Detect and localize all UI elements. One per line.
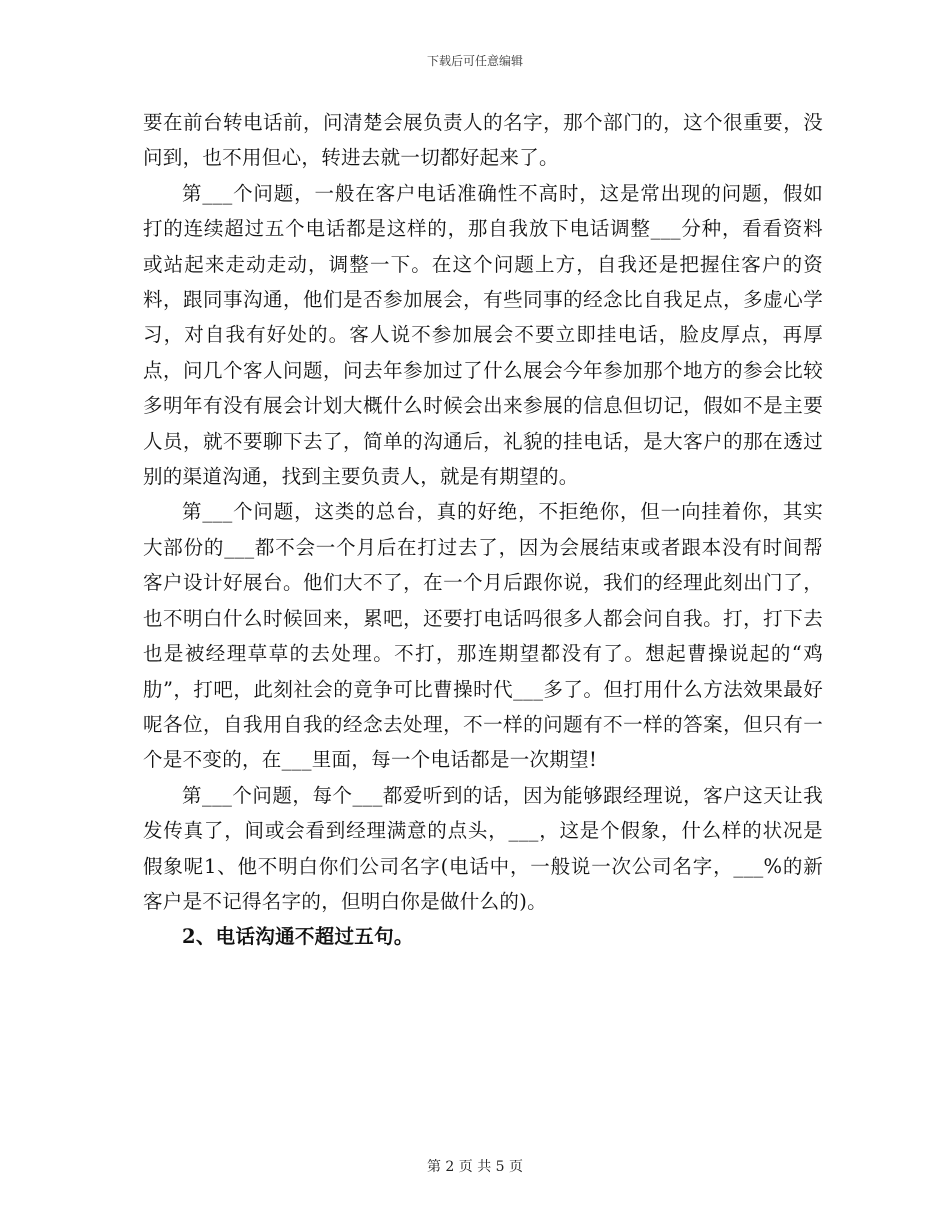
section-heading: 2、电话沟通不超过五句。 [182,925,414,949]
page-footer: 第 2 页 共 5 页 [426,1159,524,1175]
page-header: 下载后可任意编辑 [426,54,523,68]
paragraph-1: 要在前台转电话前，问清楚会展负责人的名字，那个部门的，这个很重要，没问到，也不用但心，转进去就一切都好起来了。 [143,111,823,170]
paragraph-4: 第___个问题，每个___都爱听到的话，因为能够跟经理说，客户这天让我发传真了，间或会看到经理满意的点头，___，这是个假象，什么样的状况是假象呢1、他不明白你们公司名字(电话中，一般说一次公司名字，___%的新客户是不记得名字的，但明白你是做什么的)。 [143,783,823,913]
paragraph-3: 第___个问题，这类的总台，真的好绝，不拒绝你，但一向挂着你，其实大部份的___都不会一个月后在打过去了，因为会展结束或者跟本没有时间帮客户设计好展台。他们大不了，在一个月后跟你说，我们的经理此刻出门了，也不明白什么时候回来，累吧，还要打电话吗很多人都会问自我。打，打下去也是被经理草草的去处理。不打，那连期望都没有了。想起曹操说起的“鸡肋”，打吧，此刻社会的竟争可比曹操时代___多了。但打用什么方法效果最好呢各位，自我用自我的经念去处理，不一样的问题有不一样的答案，但只有一个是不变的，在___里面，每一个电话都是一次期望! [143,500,823,772]
paragraph-2: 第___个问题，一般在客户电话准确性不高时，这是常出现的问题，假如打的连续超过五个电话都是这样的，那自我放下电话调整___分种，看看资料或站起来走动走动，调整一下。在这个问题上方，自我还是把握住客户的资料，跟同事沟通，他们是否参加展会，有些同事的经念比自我足点，多虚心学习，对自我有好处的。客人说不参加展会不要立即挂电话，脸皮厚点，再厚点，问几个客人问题，问去年参加过了什么展会今年参加那个地方的参会比较多明年有没有展会计划大概什么时候会出来参展的信息但切记，假如不是主要人员，就不要聊下去了，简单的沟通后，礼貌的挂电话，是大客户的那在透过别的渠道沟通，找到主要负责人，就是有期望的。 [143,181,823,489]
document-body [143,105,823,955]
